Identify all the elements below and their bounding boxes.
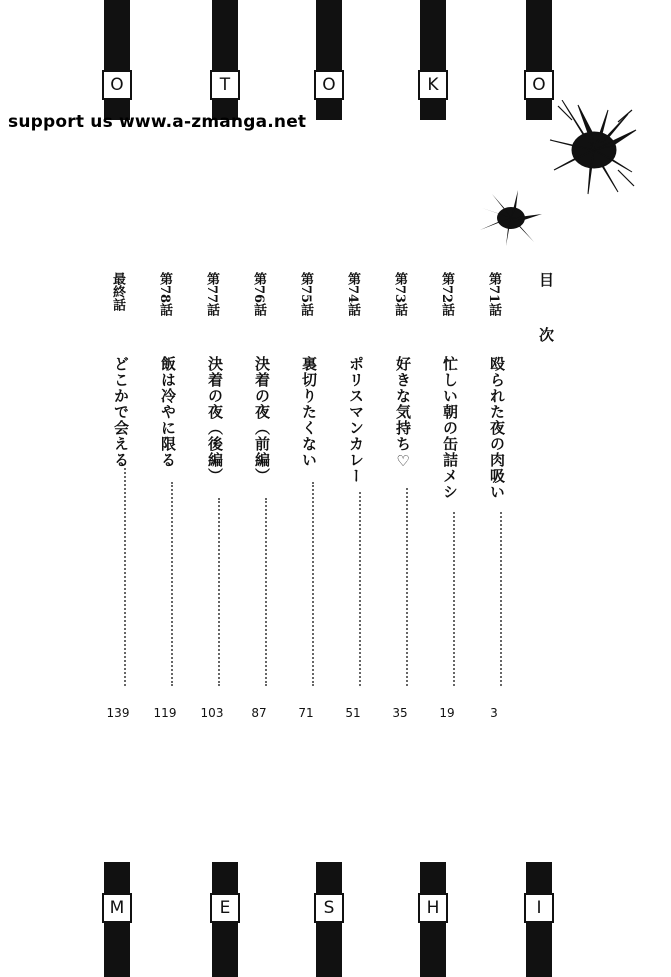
title-letter: O — [314, 70, 344, 100]
toc-entry — [392, 272, 422, 722]
ink-splat-small-icon — [478, 190, 544, 246]
title-bar — [212, 0, 238, 120]
title-letter: S — [314, 893, 344, 923]
page-number: 51 — [345, 706, 361, 720]
episode-title: 飯は冷やに限る — [159, 356, 177, 468]
episode-title: 決着の夜（後編） — [206, 356, 224, 484]
page-number: 119 — [153, 706, 177, 720]
episode-title: 決着の夜（前編） — [253, 356, 271, 484]
episode-title: ポリスマンカレー — [347, 356, 365, 484]
leader-dots — [124, 468, 126, 686]
page-number: 139 — [106, 706, 130, 720]
page-number: 3 — [490, 706, 498, 720]
toc-entry — [298, 272, 328, 722]
title-letter: H — [418, 893, 448, 923]
ink-splat-large-icon — [548, 100, 638, 195]
leader-dots — [359, 492, 361, 686]
episode-title: どこかで会える — [112, 356, 130, 468]
episode-title: 好きな気持ち♡ — [394, 356, 412, 471]
title-letter: K — [418, 70, 448, 100]
leader-dots — [406, 488, 408, 686]
toc-entry — [486, 272, 516, 722]
episode-number: 最終話 — [110, 272, 125, 311]
toc-entry — [345, 272, 375, 722]
title-letter: O — [102, 70, 132, 100]
toc-entry — [153, 272, 187, 722]
episode-number: 第75話 — [298, 272, 313, 317]
episode-number: 第78話 — [157, 272, 172, 317]
page-number: 35 — [392, 706, 408, 720]
watermark-text: support us www.a-zmanga.net — [8, 112, 307, 132]
episode-title: 殴られた夜の肉吸い — [488, 356, 506, 500]
episode-title: 忙しい朝の缶詰メシ — [441, 356, 459, 500]
episode-number: 第71話 — [486, 272, 501, 317]
title-bar — [104, 0, 130, 120]
leader-dots — [171, 482, 173, 686]
toc-entry — [106, 272, 140, 722]
title-letter: O — [524, 70, 554, 100]
leader-dots — [453, 512, 455, 686]
page-number: 87 — [251, 706, 267, 720]
title-letter: T — [210, 70, 240, 100]
page-number: 103 — [200, 706, 224, 720]
episode-number: 第74話 — [345, 272, 360, 317]
leader-dots — [218, 498, 220, 686]
episode-number: 第72話 — [439, 272, 454, 317]
leader-dots — [500, 512, 502, 686]
title-bar — [316, 0, 342, 120]
toc-entry — [251, 272, 281, 722]
episode-number: 第73話 — [392, 272, 407, 317]
title-bar — [420, 0, 446, 120]
leader-dots — [265, 498, 267, 686]
page-number: 19 — [439, 706, 455, 720]
title-letter: E — [210, 893, 240, 923]
title-letter: I — [524, 893, 554, 923]
episode-number: 第77話 — [204, 272, 219, 317]
episode-title: 裏切りたくない — [300, 356, 318, 468]
title-letter: M — [102, 893, 132, 923]
page-number: 71 — [298, 706, 314, 720]
toc-entry — [439, 272, 469, 722]
leader-dots — [312, 482, 314, 686]
episode-number: 第76話 — [251, 272, 266, 317]
toc-heading: 目次 — [537, 272, 555, 382]
toc-entry — [200, 272, 234, 722]
